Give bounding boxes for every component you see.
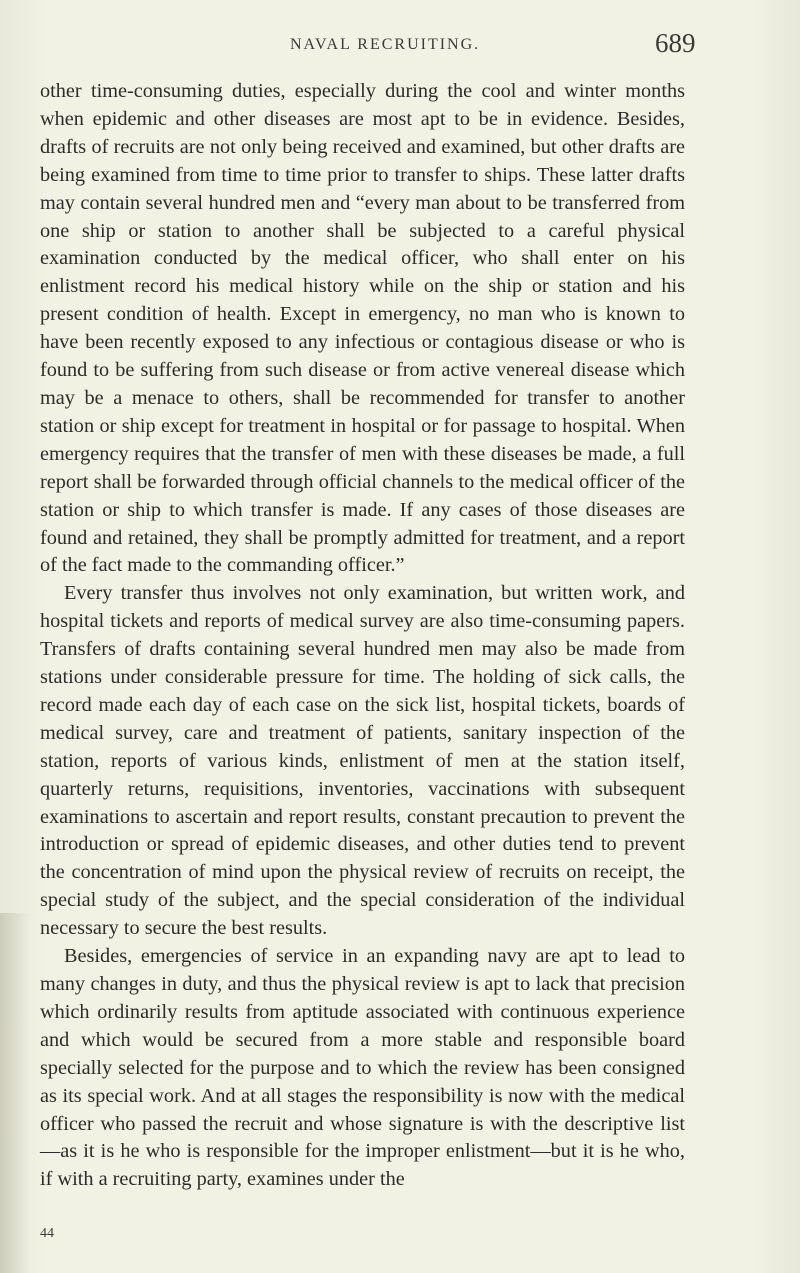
page-number: 689 <box>655 28 696 58</box>
page-edge-shadow <box>0 913 30 1273</box>
signature-mark: 44 <box>40 1226 54 1241</box>
page-header <box>0 30 800 70</box>
paragraph-1: other time-consuming duties, especially during the cool and winter months when epidemic and other diseases are most apt to be in evidence. Besides, drafts of recruits are not only being received and examined, but other drafts are being examined from time to time prior to transfer to ships. These latter drafts may contain several hundred men and “every man about to be transferred from one ship or station to another shall be subjected to a careful physical examination conducted by the medical officer, who shall enter on his enlistment record his medical history while on the ship or station and his present condition of health. Except in emergency, no man who is known to have been recently exposed to any infectious or contagious disease or who is found to be suffering from such disease or from active venereal disease which may be a menace to others, shall be recommended for transfer to another station or ship except for treatment in hospital or for passage to hospital. When emergency requires that the transfer of men with these diseases be made, a full report shall be forwarded through official channels to the medical officer of the station or ship to which transfer is made. If any cases of those diseases are found and retained, they shall be promptly admitted for treatment, and a report of the fact made to the commanding officer.” <box>40 80 685 577</box>
paragraph-2: Every transfer thus involves not only examination, but written work, and hospital tickets and reports of medical survey are also time-consuming papers. Transfers of drafts containing several hundred men may also be made from stations under considerable pressure for time. The holding of sick calls, the record made each day of each case on the sick list, hospital tickets, boards of medical survey, care and treatment of patients, sanitary inspection of the station, reports of various kinds, enlistment of men at the station itself, quarterly returns, requisitions, inventories, vaccinations with subsequent examinations to ascertain and report results, constant precaution to prevent the introduction or spread of epidemic diseases, and other duties tend to prevent the concentration of mind upon the physical review of recruits on receipt, the special study of the subject, and the special consideration of the individual necessary to secure the best results. <box>40 582 685 940</box>
paragraph-3: Besides, emergencies of service in an expanding navy are apt to lead to many changes in duty, and thus the physical review is apt to lack that precision which ordinarily results from aptitude associated with continuous experience and which would be secured from a more stable and responsible board specially selected for the purpose and to which the review has been consigned as its special work. And at all stages the responsibility is now with the medical officer who passed the recruit and whose signature is with the descriptive list—as it is he who is responsible for the improper enlistment—but it is he who, if with a recruiting party, examines under the <box>40 945 685 1191</box>
body-text <box>40 78 685 1194</box>
running-head: NAVAL RECRUITING. <box>290 36 481 53</box>
